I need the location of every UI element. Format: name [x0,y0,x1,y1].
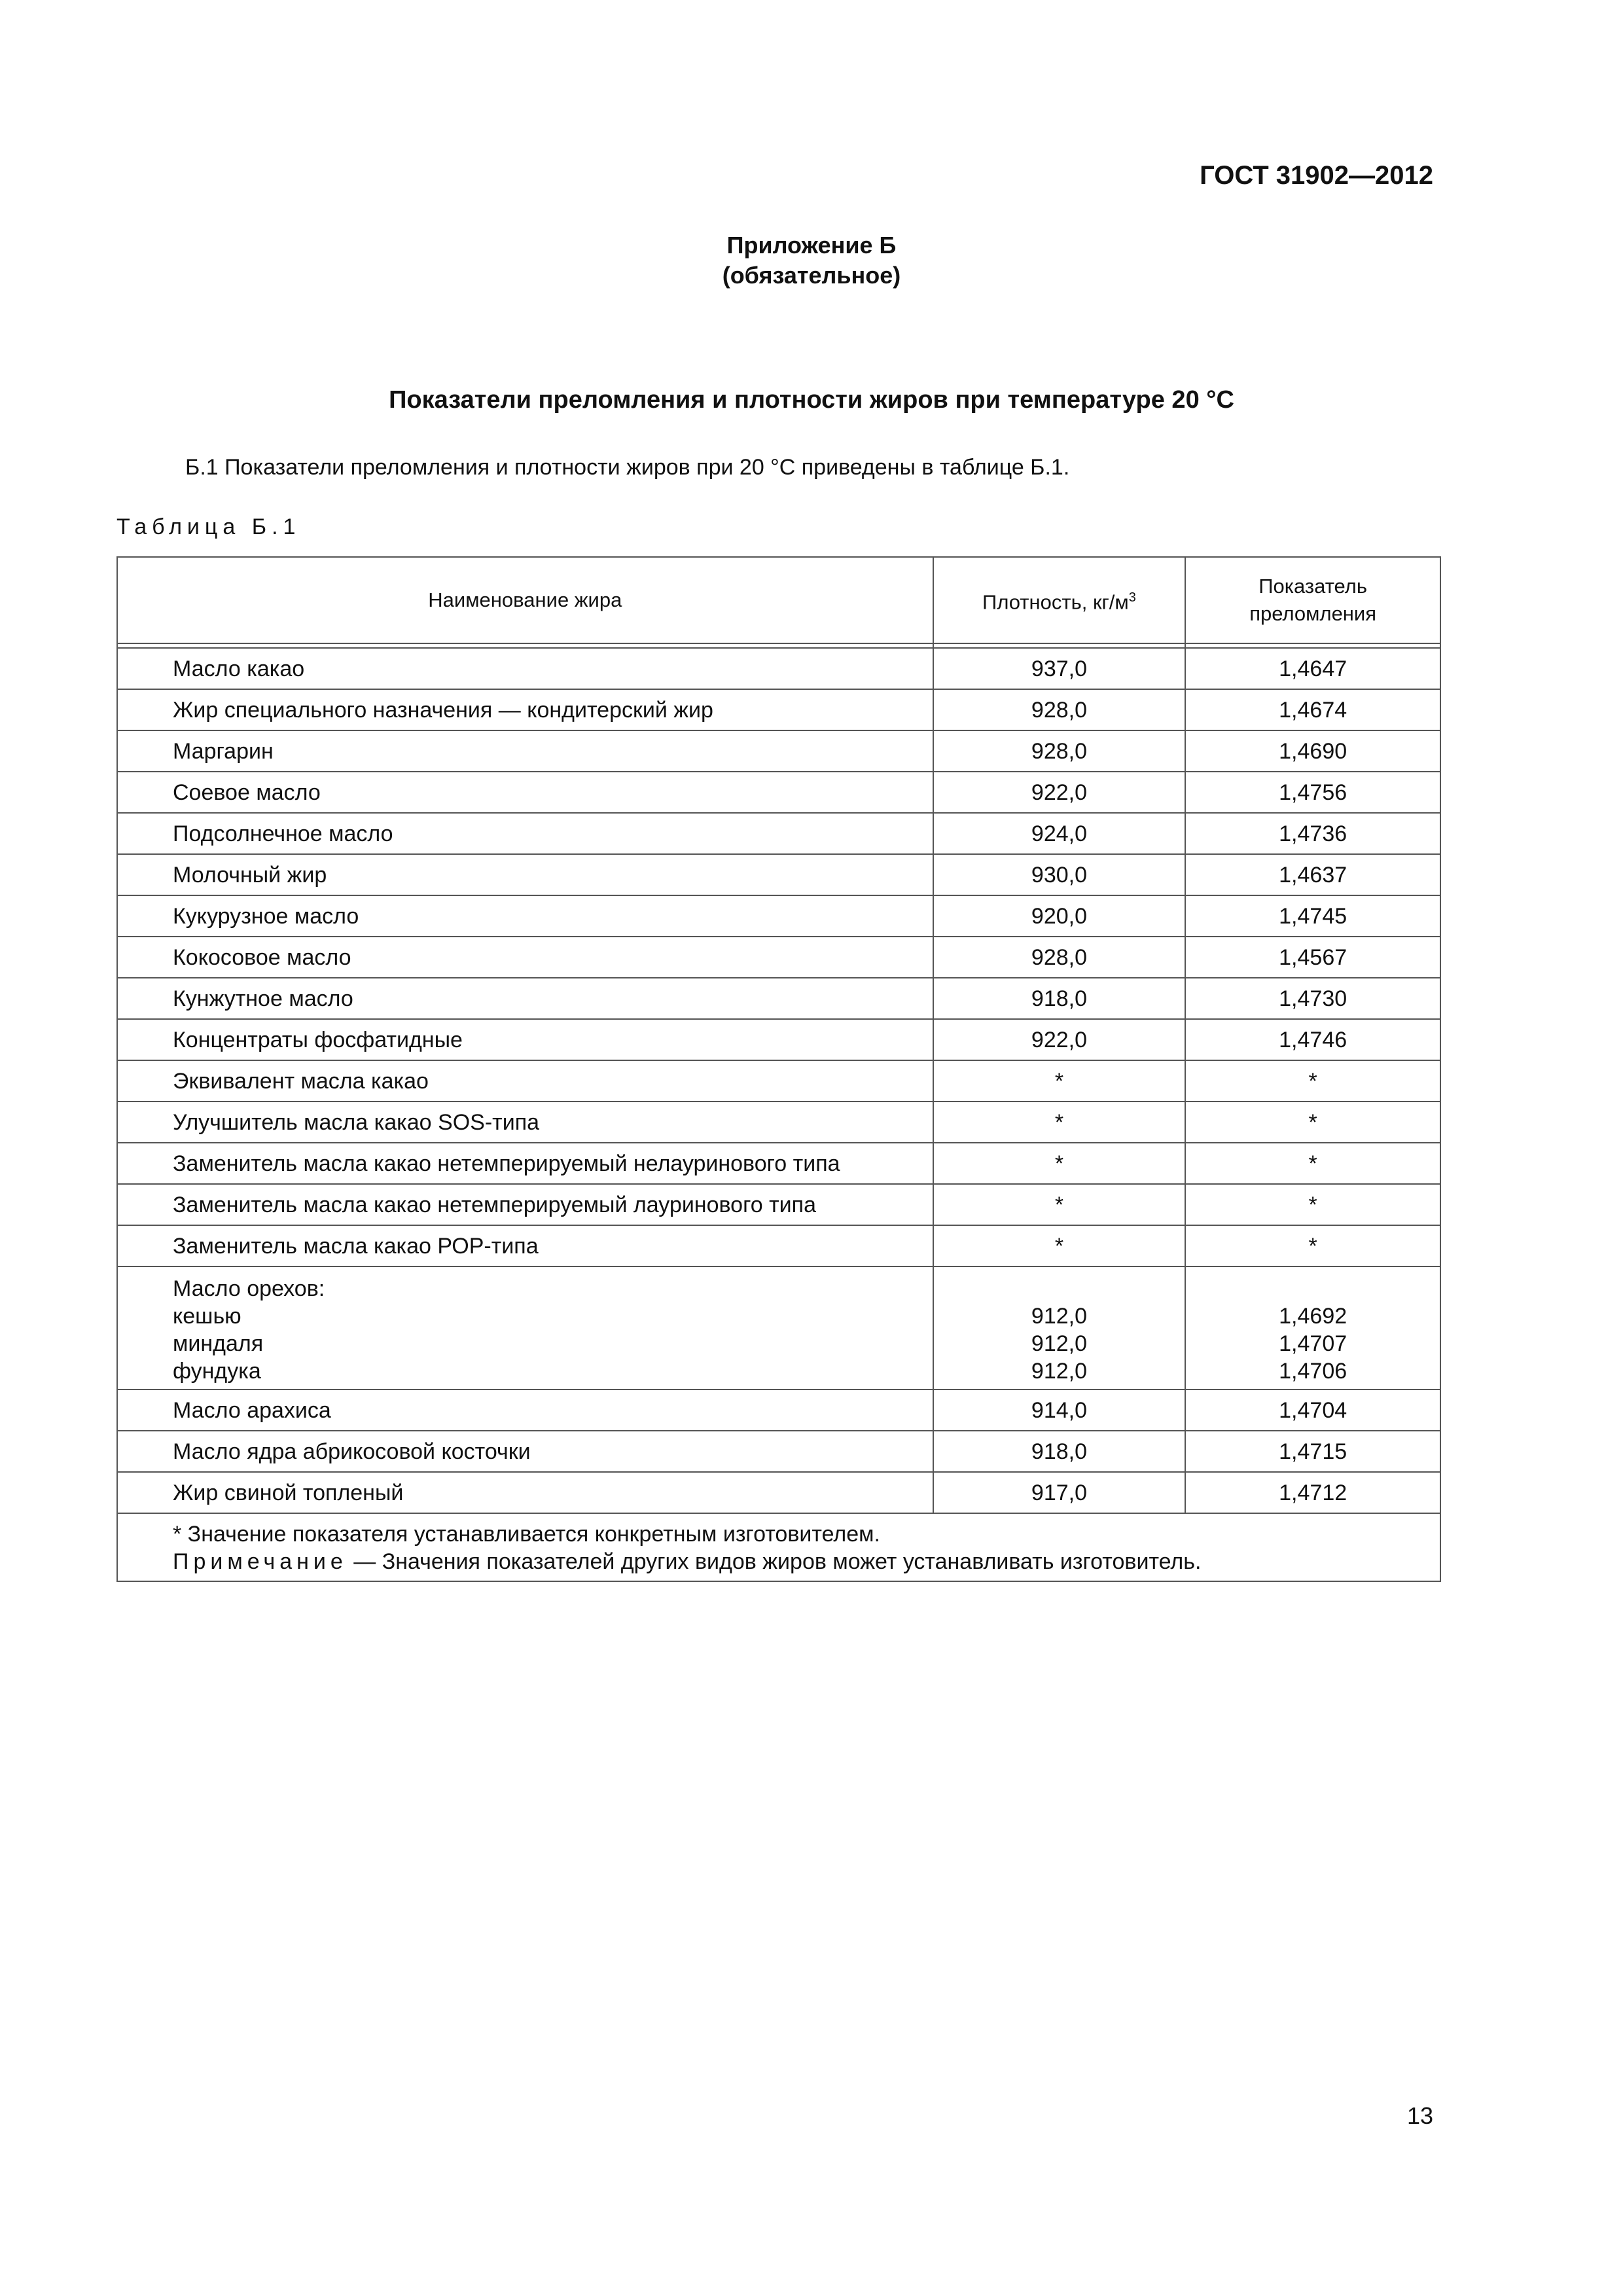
table-header-row [117,557,1440,643]
header-density [933,557,1186,643]
table-footer [117,1513,1440,1581]
nut-refraction: 1,4692 [1279,1304,1347,1329]
header-separator [117,643,1440,648]
table-row [117,1060,1440,1102]
table-body-after [117,1390,1440,1513]
refraction-cell: 1,4715 [1185,1431,1440,1472]
refraction-cell: 1,4674 [1185,689,1440,730]
nut-name: фундука [173,1359,261,1384]
refraction-cell: 1,4690 [1185,730,1440,772]
table-row [117,648,1440,689]
refraction-cell: * [1185,1225,1440,1266]
header-refraction [1185,557,1440,643]
density-cell: 914,0 [933,1390,1186,1431]
table-row [117,978,1440,1019]
nut-refraction: 1,4707 [1279,1331,1347,1356]
appendix-heading [0,230,1623,291]
table-row [117,937,1440,978]
note-text: — Значения показателей других видов жиров может устанавливать изготовитель. [347,1549,1202,1574]
document-code: ГОСТ 31902—2012 [1200,161,1433,190]
fat-name-cell: Молочный жир [117,854,933,895]
fat-name-cell: Кукурузное масло [117,895,933,937]
refraction-cell: 1,4637 [1185,854,1440,895]
appendix-title: Приложение Б [726,232,897,259]
table-row [117,1184,1440,1225]
header-density-unit-exponent: 3 [1128,590,1136,605]
refraction-cell: * [1185,1184,1440,1225]
table-row [117,730,1440,772]
section-heading: Показатели преломления и плотности жиров при температуре 20 °С [389,386,1234,414]
refraction-cell: 1,4704 [1185,1390,1440,1431]
density-cell: * [933,1225,1186,1266]
fat-name-cell: Кокосовое масло [117,937,933,978]
table-row [117,813,1440,854]
table-row [117,1390,1440,1431]
header-refraction-line1: Показатель [1258,575,1367,598]
note [173,1548,1440,1575]
refraction-cell: 1,4730 [1185,978,1440,1019]
fat-name-cell: Жир специального назначения — кондитерский жир [117,689,933,730]
refraction-cell: 1,4746 [1185,1019,1440,1060]
table-row [117,1431,1440,1472]
nut-refraction: 1,4706 [1279,1359,1347,1384]
refraction-cell: * [1185,1102,1440,1143]
nut-density: 912,0 [1031,1359,1087,1384]
density-cell: 928,0 [933,689,1186,730]
density-cell: 928,0 [933,730,1186,772]
density-cell: 930,0 [933,854,1186,895]
density-cell: 918,0 [933,1431,1186,1472]
header-density-label: Плотность, кг/м [982,590,1129,614]
refraction-cell: 1,4736 [1185,813,1440,854]
table-row [117,1143,1440,1184]
refraction-cell: 1,4756 [1185,772,1440,813]
table-row [117,689,1440,730]
nut-name: миндаля [173,1331,264,1356]
refraction-cell: 1,4745 [1185,895,1440,937]
refraction-cell: 1,4567 [1185,937,1440,978]
footnote: * Значение показателя устанавливается конкретным изготовителем. [173,1522,880,1547]
nut-density: 912,0 [1031,1331,1087,1356]
table-row [117,772,1440,813]
table-body [117,643,1440,1266]
nut-group [117,1266,1440,1390]
nut-group-title: Масло орехов: [173,1276,325,1301]
refraction-cell: * [1185,1143,1440,1184]
nut-density-cell [933,1266,1186,1390]
density-cell: 918,0 [933,978,1186,1019]
fat-properties-table [116,556,1441,1582]
density-cell: * [933,1102,1186,1143]
fat-name-cell: Заменитель масла какао РОР-типа [117,1225,933,1266]
refraction-cell: * [1185,1060,1440,1102]
header-fat-name: Наименование жира [117,557,933,643]
table-row [117,1472,1440,1513]
density-cell: * [933,1184,1186,1225]
table-row [117,854,1440,895]
fat-name-cell: Масло ядра абрикосовой косточки [117,1431,933,1472]
fat-name-cell: Эквивалент масла какао [117,1060,933,1102]
page-number: 13 [1406,2102,1433,2129]
header-refraction-line2: преломления [1249,602,1377,625]
nut-refraction-cell [1185,1266,1440,1390]
density-cell: * [933,1060,1186,1102]
table-row [117,895,1440,937]
table-footnote-row [117,1513,1440,1581]
refraction-cell: 1,4712 [1185,1472,1440,1513]
density-cell: 922,0 [933,772,1186,813]
fat-name-cell: Заменитель масла какао нетемперируемый лауринового типа [117,1184,933,1225]
density-cell: 922,0 [933,1019,1186,1060]
nut-names-cell [117,1266,933,1390]
nut-name: кешью [173,1304,241,1329]
fat-name-cell: Подсолнечное масло [117,813,933,854]
fat-name-cell: Масло какао [117,648,933,689]
note-label: Примечание [173,1549,348,1574]
table-row [117,1019,1440,1060]
table-caption: Таблица Б.1 [116,514,301,539]
fat-name-cell: Концентраты фосфатидные [117,1019,933,1060]
fat-name-cell: Соевое масло [117,772,933,813]
refraction-cell: 1,4647 [1185,648,1440,689]
intro-paragraph: Б.1 Показатели преломления и плотности жиров при 20 °С приведены в таблице Б.1. [185,455,1070,480]
fat-name-cell: Улучшитель масла какао SOS-типа [117,1102,933,1143]
density-cell: 928,0 [933,937,1186,978]
fat-name-cell: Маргарин [117,730,933,772]
table-row [117,1102,1440,1143]
fat-name-cell: Заменитель масла какао нетемперируемый нелауринового типа [117,1143,933,1184]
density-cell: 937,0 [933,648,1186,689]
appendix-status: (обязательное) [722,262,901,289]
density-cell: * [933,1143,1186,1184]
density-cell: 920,0 [933,895,1186,937]
density-cell: 917,0 [933,1472,1186,1513]
fat-name-cell: Кунжутное масло [117,978,933,1019]
fat-name-cell: Жир свиной топленый [117,1472,933,1513]
table-row [117,1225,1440,1266]
density-cell: 924,0 [933,813,1186,854]
fat-name-cell: Масло арахиса [117,1390,933,1431]
nut-density: 912,0 [1031,1304,1087,1329]
footnote-cell [117,1513,1440,1581]
table-row-nuts [117,1266,1440,1390]
